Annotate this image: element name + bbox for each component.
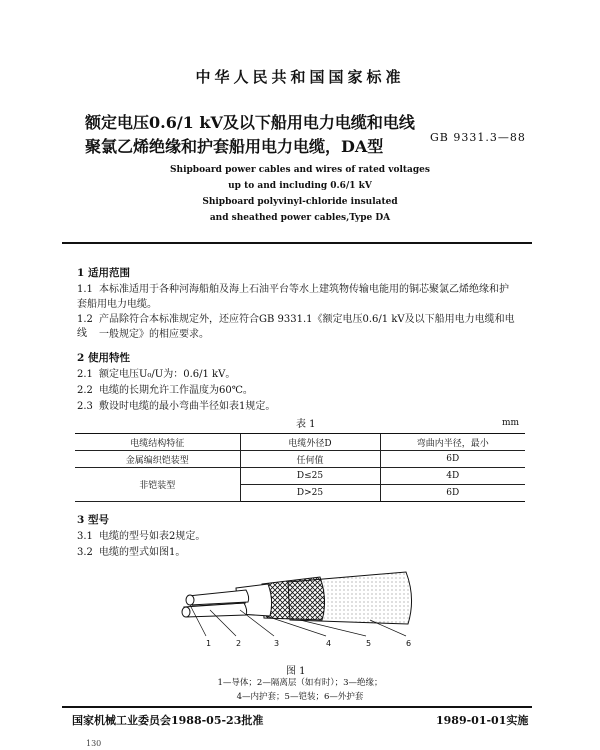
table-cell: 非铠装型 (75, 468, 240, 502)
callout-2: 2 (236, 639, 242, 648)
para-2-3-number: 2.3 (77, 401, 93, 412)
callout-1: 1 (206, 639, 212, 648)
effective-date: 1989-01-01实施 (436, 714, 529, 727)
para-3-2-text: 电缆的型式如图1。 (99, 547, 186, 558)
para-3-2 (77, 546, 185, 560)
para-3-1-text: 电缆的型号如表2规定。 (99, 531, 206, 542)
table-cell: 金属编织铠装型 (75, 451, 240, 468)
table-row (75, 451, 525, 468)
para-3-2-number: 3.2 (77, 547, 93, 558)
para-3-1-number: 3.1 (77, 531, 93, 542)
en-title-line-1: Shipboard power cables and wires of rated voltages (170, 165, 430, 175)
conductor-lower (182, 607, 190, 617)
para-2-2-text: 电缆的长期允许工作温度为60℃。 (99, 385, 253, 396)
cable-structure-figure (170, 560, 440, 660)
table-1-unit: mm (502, 418, 520, 428)
para-1-1-line-1: 本标准适用于各种河海船舶及海上石油平台等水上建筑物传输电能用的铜芯聚氯乙烯绝缘和护 (99, 284, 509, 295)
figure-legend-line-2: 4—内护套；5—铠装；6—外护套 (236, 692, 364, 702)
para-2-3 (77, 400, 275, 414)
page-number: 130 (86, 739, 102, 748)
table-header-cell: 电缆结构特征 (75, 434, 240, 451)
table-header-row (75, 434, 525, 451)
para-2-2-number: 2.2 (77, 385, 93, 396)
section-2-heading: 2 使用特性 (77, 352, 130, 364)
standard-number: GB 9331.3—88 (430, 131, 526, 144)
para-1-2-cont (99, 328, 539, 342)
para-2-1-text: 额定电压U₀/U为：0.6/1 kV。 (99, 369, 236, 380)
table-cell: 任何值 (240, 451, 380, 468)
en-title-line-2: up to and including 0.6/1 kV (228, 181, 372, 191)
para-2-1-number: 2.1 (77, 369, 93, 380)
callout-6: 6 (406, 639, 412, 648)
para-1-1-number: 1.1 (77, 284, 93, 295)
figure-1-caption: 图 1 (286, 666, 306, 677)
table-cell: 6D (380, 485, 525, 502)
en-title-line-4: and sheathed power cables,Type DA (209, 213, 391, 223)
section-3-heading: 3 型号 (77, 514, 109, 526)
cn-title-line-1: 额定电压0.6/1 kV及以下船用电力电缆和电线 (85, 113, 415, 132)
para-2-1 (77, 368, 235, 382)
para-2-2 (77, 384, 253, 398)
para-1-1-cont (77, 298, 517, 312)
para-1-1 (77, 283, 517, 297)
para-3-1 (77, 530, 205, 544)
callout-5: 5 (366, 639, 372, 648)
callout-4: 4 (326, 639, 332, 648)
para-1-2-line-1: 产品除符合本标准规定外，还应符合GB 9331.1《额定电压0.6/1 kV及以下船用电力电缆和电线 (77, 314, 515, 339)
table-row (75, 468, 525, 485)
table-cell: 4D (380, 468, 525, 485)
en-title-line-3: Shipboard polyvinyl-chloride insulated (202, 197, 398, 207)
table-cell: D≤25 (240, 468, 380, 485)
table-header-cell: 弯曲内半径，最小 (380, 434, 525, 451)
table-cell: D>25 (240, 485, 380, 502)
table-cell: 6D (380, 451, 525, 468)
section-1-heading: 1 适用范围 (77, 267, 130, 279)
cable-drawing (182, 572, 412, 648)
footer-divider (62, 706, 532, 708)
table-1-caption: 表 1 (296, 419, 316, 430)
issued-statement: 国家机械工业委员会1988-05-23批准 (72, 714, 264, 727)
table-header-cell: 电缆外径D (240, 434, 380, 451)
insulated-core-upper (188, 590, 249, 605)
para-1-1-line-2: 套船用电力电缆。 (77, 299, 157, 310)
para-2-3-text: 敷设时电缆的最小弯曲半径如表1规定。 (99, 401, 276, 412)
callout-3: 3 (274, 639, 280, 648)
para-1-2-number: 1.2 (77, 314, 93, 325)
conductor-upper (186, 595, 194, 605)
figure-legend-line-1: 1—导体；2—隔离层（如有时）；3—绝缘； (217, 678, 383, 688)
para-1-2-line-2: 一般规定》的相应要求。 (99, 329, 209, 340)
header-divider (62, 242, 532, 244)
table-1 (75, 433, 525, 502)
national-standard-title: 中华人民共和国国家标准 (195, 68, 405, 86)
cn-title-line-2: 聚氯乙烯绝缘和护套船用电力电缆，DA型 (85, 137, 384, 156)
